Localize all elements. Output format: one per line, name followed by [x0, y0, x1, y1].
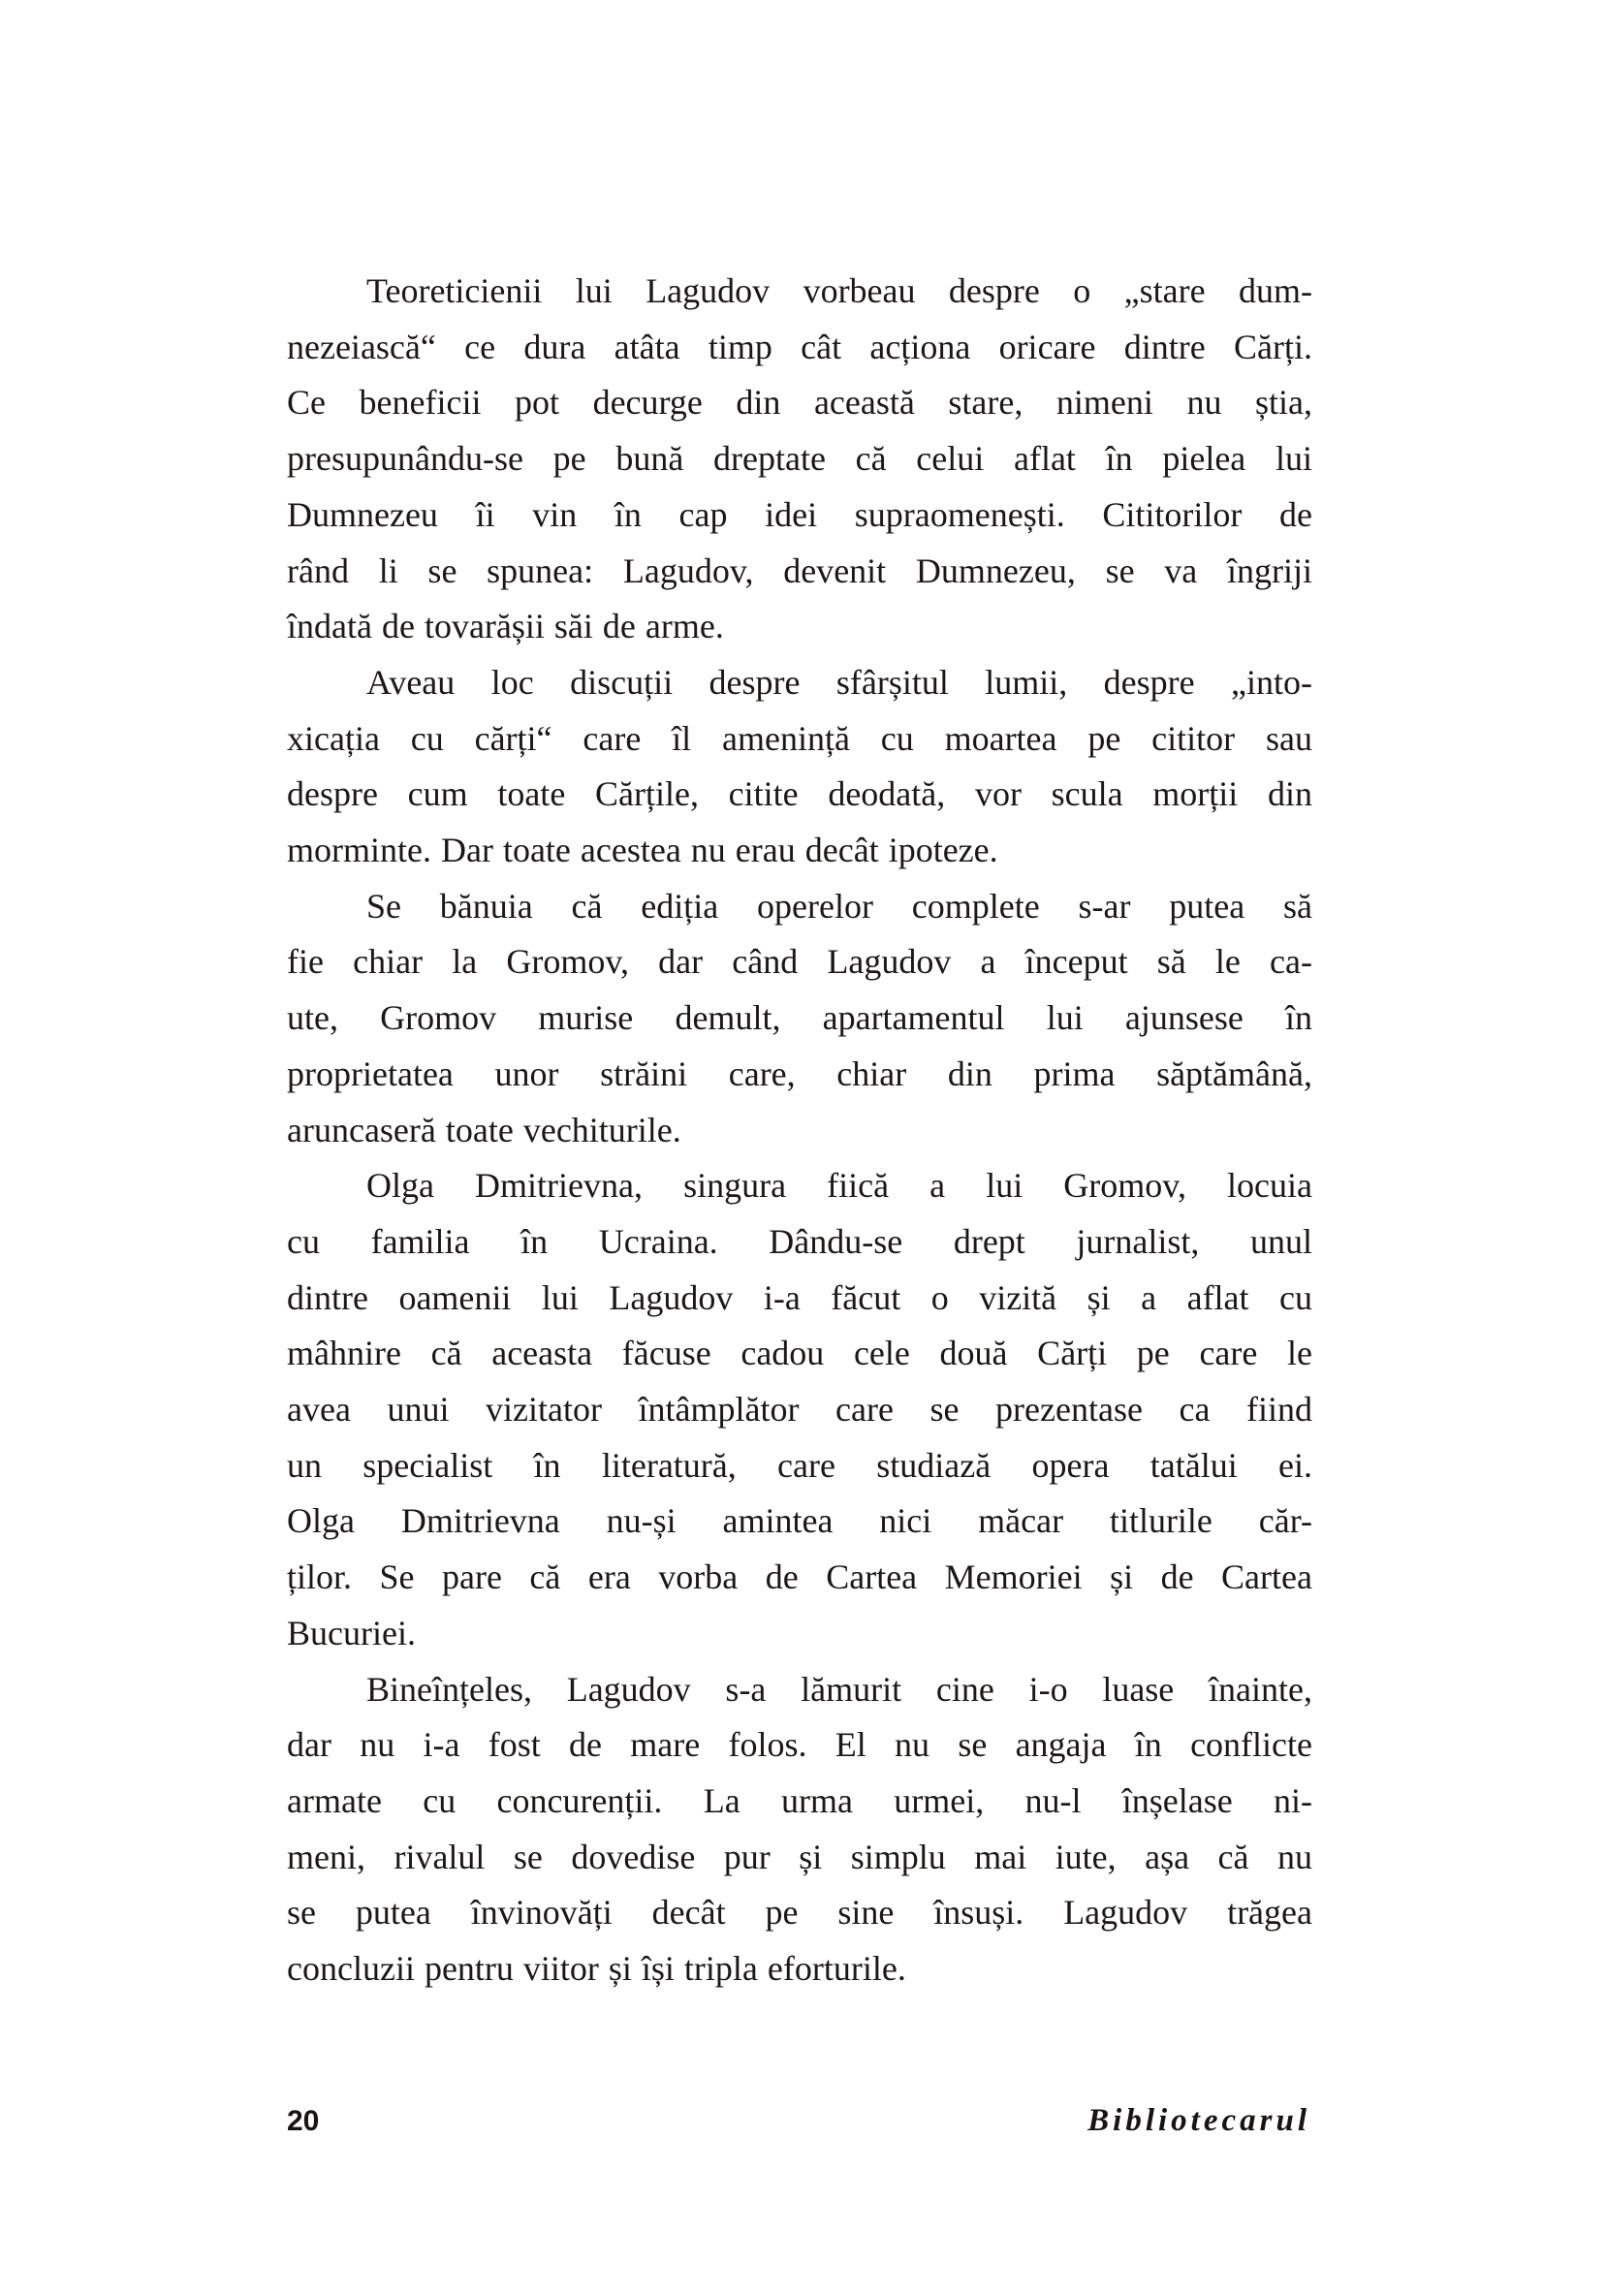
- text-line: Ce beneficii pot decurge din această stare, nimeni nu știa,: [287, 383, 1312, 423]
- text-line: mâhnire că aceasta făcuse cadou cele două Cărți pe care le: [287, 1334, 1312, 1373]
- text-line: Aveau loc discuții despre sfârșitul lumii, despre „into-: [366, 662, 1312, 702]
- text-line: proprietatea unor străini care, chiar din prima săptămână,: [287, 1054, 1312, 1093]
- text-line: armate cu concurenții. La urma urmei, nu-l înșelase ni-: [287, 1780, 1312, 1820]
- paragraph: [287, 655, 1312, 879]
- text-line: dar nu i-a fost de mare folos. El nu se angaja în conflicte: [287, 1725, 1312, 1765]
- paragraph: [287, 879, 1312, 1159]
- text-line: concluzii pentru viitor și își tripla eforturile.: [287, 1949, 906, 1989]
- text-line: ților. Se pare că era vorba de Cartea Memoriei și de Cartea: [287, 1557, 1312, 1597]
- page-number: 20: [287, 2105, 320, 2137]
- paragraph: [287, 1158, 1312, 1661]
- text-line: avea unui vizitator întâmplător care se prezentase ca fiind: [287, 1390, 1312, 1430]
- text-line: meni, rivalul se dovedise pur și simplu mai iute, așa că nu: [287, 1837, 1312, 1876]
- text-line: morminte. Dar toate acestea nu erau decât ipoteze.: [287, 831, 998, 870]
- text-block: [287, 264, 1312, 1997]
- text-line: Bucuriei.: [287, 1613, 416, 1652]
- text-line: fie chiar la Gromov, dar când Lagudov a început să le ca-: [287, 942, 1312, 982]
- text-line: nezeiască“ ce dura atâta timp cât acționa oricare dintre Cărți.: [287, 327, 1312, 366]
- paragraph: [287, 1662, 1312, 1997]
- text-line: xicația cu cărți“ care îl amenință cu moartea pe cititor sau: [287, 718, 1312, 758]
- text-line: îndată de tovarășii săi de arme.: [287, 607, 724, 646]
- text-line: Se bănuia că ediția operelor complete s-ar putea să: [366, 886, 1312, 926]
- text-line: dintre oamenii lui Lagudov i-a făcut o vizită și a aflat cu: [287, 1277, 1312, 1317]
- text-line: ute, Gromov murise demult, apartamentul lui ajunsese în: [287, 998, 1312, 1038]
- text-line: cu familia în Ucraina. Dându-se drept jurnalist, unul: [287, 1221, 1312, 1261]
- running-title: Bibliotecarul: [1087, 2103, 1310, 2138]
- text-line: un specialist în literatură, care studiază opera tatălui ei.: [287, 1445, 1312, 1485]
- paragraph: [287, 264, 1312, 655]
- text-line: Bineînțeles, Lagudov s-a lămurit cine i-o luase înainte,: [366, 1669, 1312, 1709]
- text-line: Dumnezeu îi vin în cap idei supraomenești. Cititorilor de: [287, 494, 1312, 534]
- text-line: rând li se spunea: Lagudov, devenit Dumnezeu, se va îngriji: [287, 550, 1312, 590]
- text-line: presupunându-se pe bună dreptate că celui aflat în pielea lui: [287, 439, 1312, 479]
- text-line: Olga Dmitrievna, singura fiică a lui Gromov, locuia: [366, 1166, 1312, 1206]
- text-line: Olga Dmitrievna nu-și amintea nici măcar titlurile căr-: [287, 1501, 1312, 1541]
- text-line: Teoreticienii lui Lagudov vorbeau despre o „stare dum-: [366, 271, 1312, 310]
- text-line: despre cum toate Cărțile, citite deodată, vor scula morții din: [287, 774, 1312, 814]
- text-line: aruncaseră toate vechiturile.: [287, 1110, 681, 1149]
- text-line: se putea învinovăți decât pe sine însuși. Lagudov trăgea: [287, 1893, 1312, 1933]
